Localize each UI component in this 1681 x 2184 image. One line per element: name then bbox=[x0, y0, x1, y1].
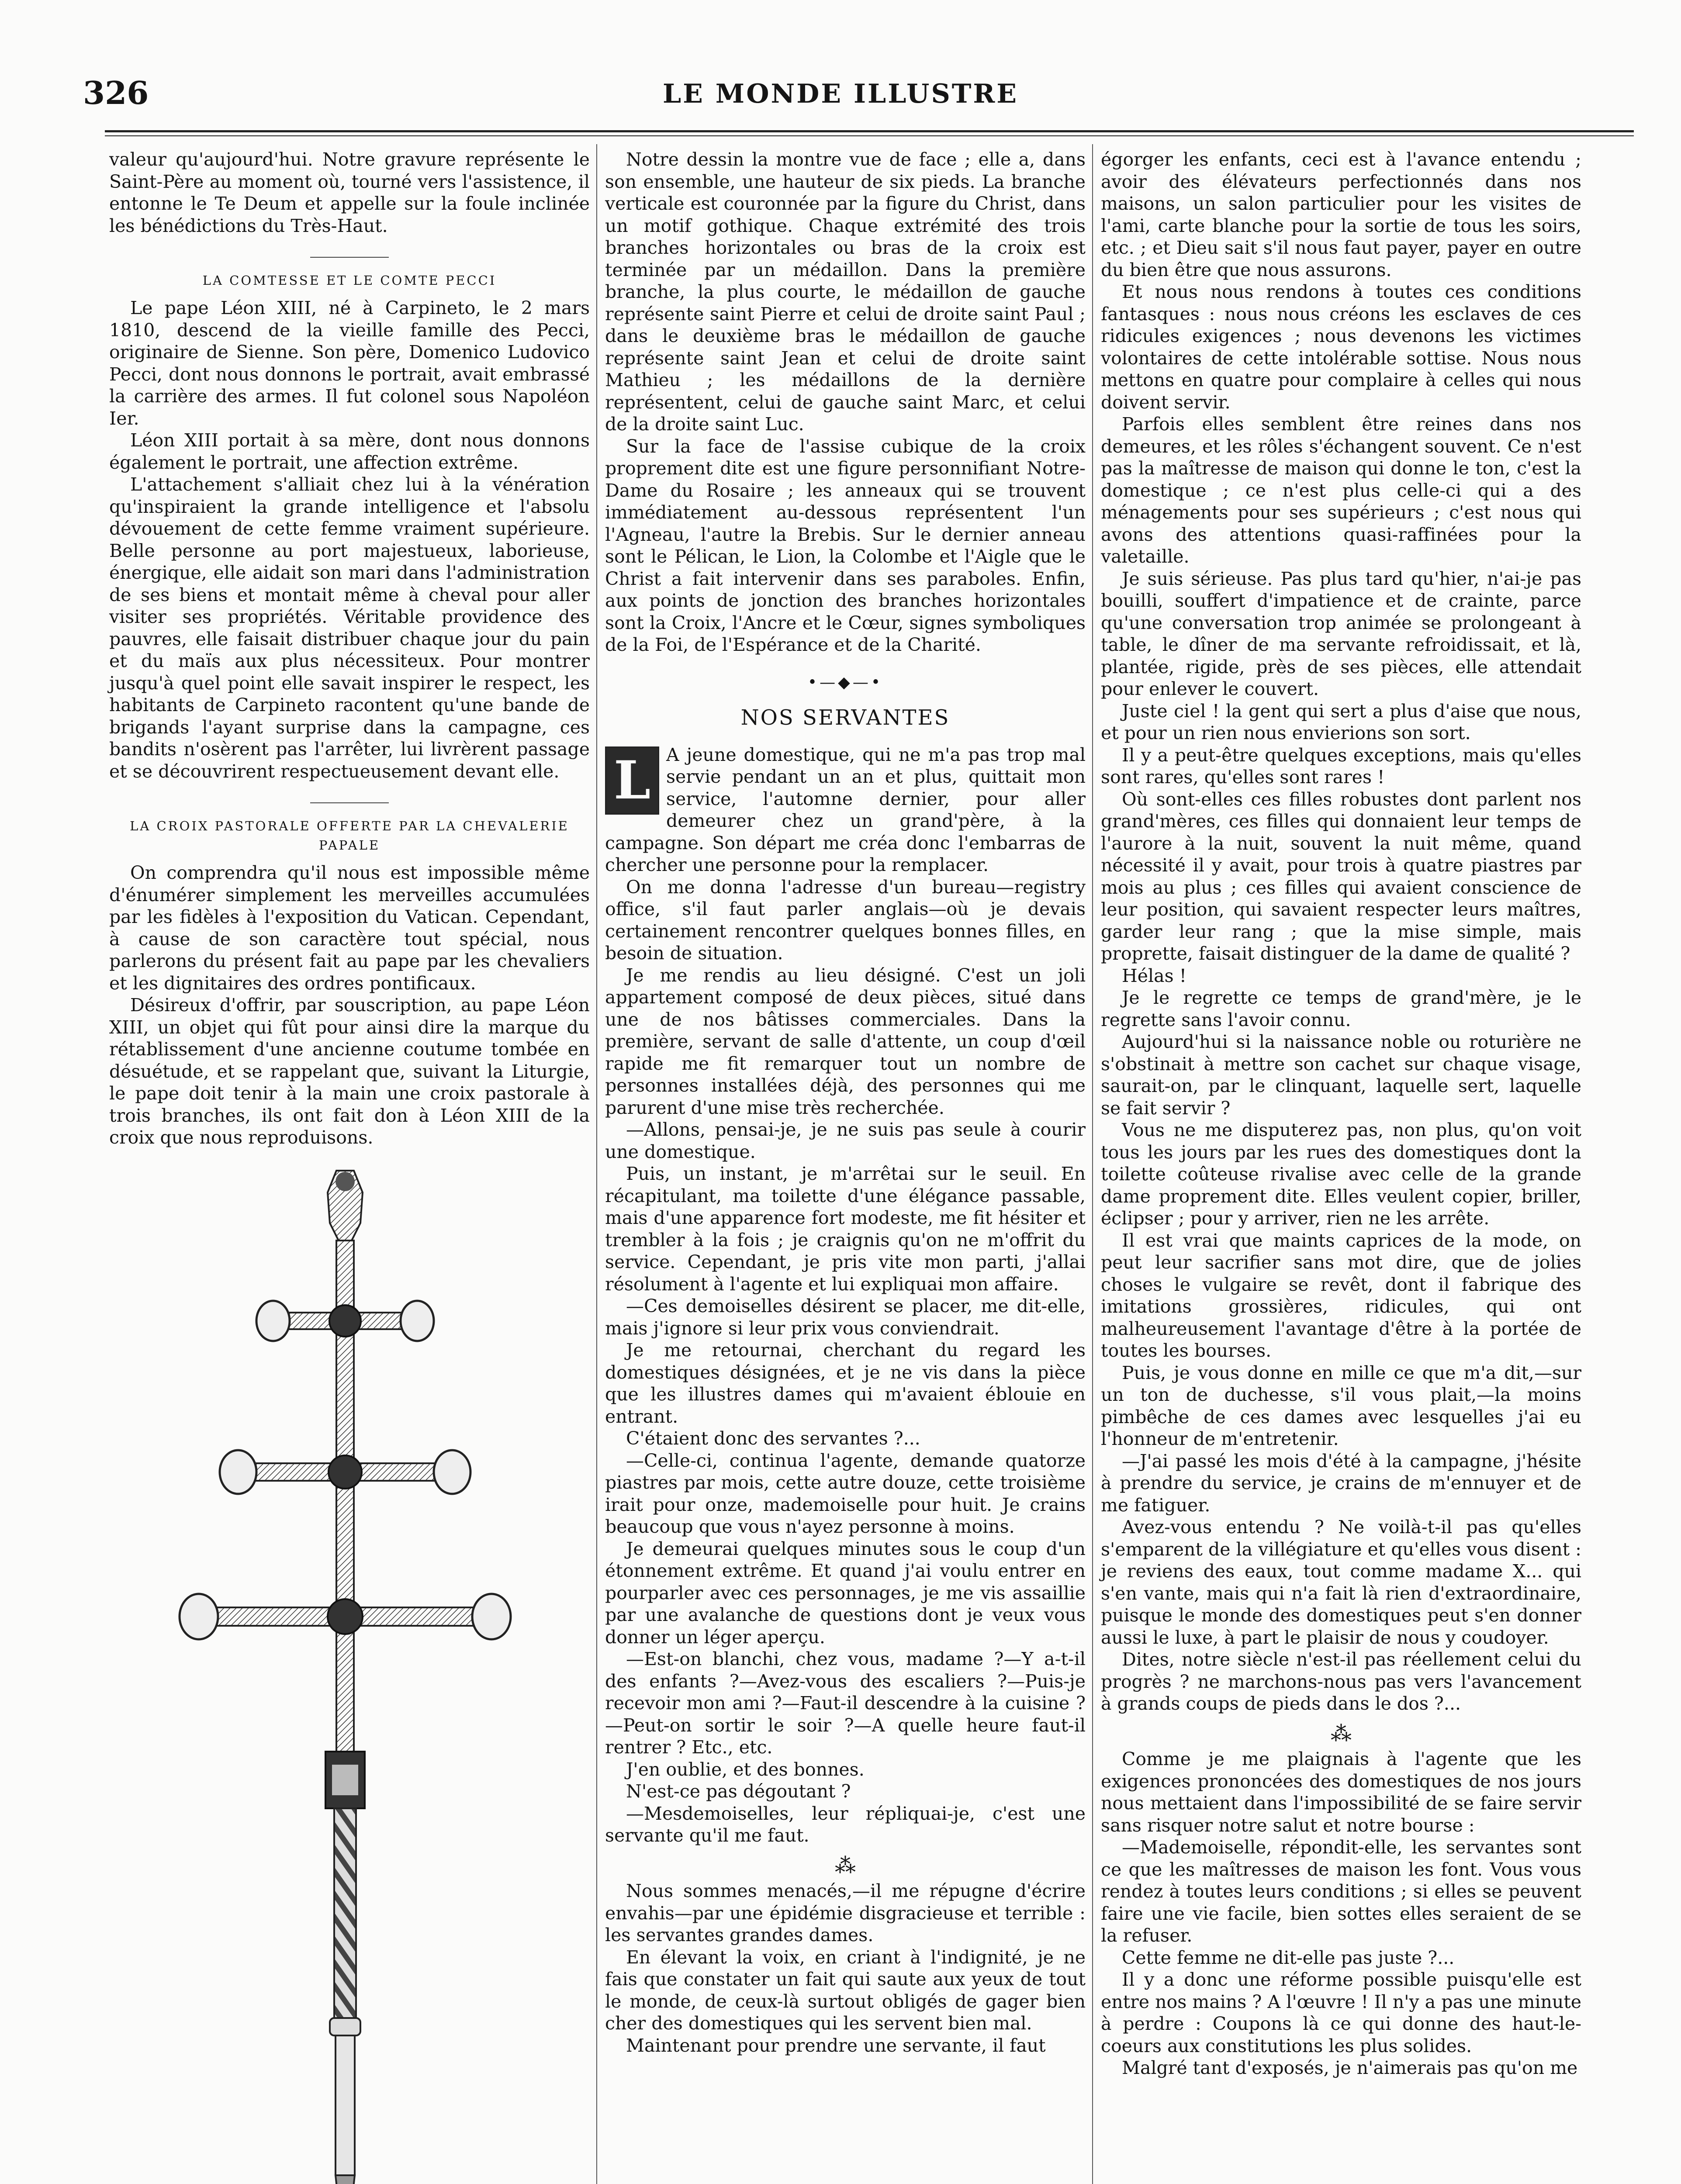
paragraph: J'en oublie, et des bonnes. bbox=[626, 1759, 865, 1780]
paragraph: Le pape Léon XIII, né à Carpineto, le 2 mars 1810, descend de la vieille famille des Pecci, originaire de Sienne. Son père, Domenico Ludovico Pecci, dont nous donnons le portrait, avait embrassé la carrière des armes. Il fut colonel sous Napoléon Ier. bbox=[109, 297, 590, 429]
staff-ring bbox=[330, 2018, 360, 2035]
column-2 bbox=[605, 149, 1086, 2056]
ornament-separator: •—◆—• bbox=[807, 673, 883, 691]
cross-arm-3 bbox=[180, 1594, 511, 1639]
page-header bbox=[0, 74, 1681, 127]
header-rule-thin bbox=[105, 135, 1634, 136]
lower-staff bbox=[336, 2035, 355, 2175]
paragraph: —Ces demoiselles désirent se placer, me dit-elle, mais j'ignore si leur prix vous conviendrait. bbox=[605, 1296, 1086, 1339]
paragraph: —Celle-ci, continua l'agente, demande quatorze piastres par mois, cette autre douze, cette troisième irait pour onze, mademoiselle pour huit. Je crains beaucoup que vous n'ayez personne à moins. bbox=[605, 1450, 1086, 1537]
section-heading-comtesse: LA COMTESSE ET LE COMTE PECCI bbox=[202, 273, 497, 288]
paragraph: Avez-vous entendu ? Ne voilà-t-il pas qu'elles s'emparent de la villégiature et qu'elles vous disent : je reviens des eaux, tout comme madame X... qui s'en vante, mais qui n'a fait là rien d'extraordinaire, puisque le monde des domestiques peut s'en donner aussi le luxe, à part le plaisir de nous y coudoyer. bbox=[1101, 1517, 1581, 1648]
paragraph: Il y a donc une réforme possible puisqu'elle est entre nos mains ? A l'œuvre ! Il n'y a pas une minute à perdre : Coupons là ce qui donne des haut-le-coeurs aux constitutions les plus solides. bbox=[1101, 1969, 1581, 2056]
paragraph: Il y a peut-être quelques exceptions, mais qu'elles sont rares, qu'elles sont rares ! bbox=[1101, 744, 1581, 788]
paragraph: —Mesdemoiselles, leur répliquai-je, c'est une servante qu'il me faut. bbox=[605, 1803, 1086, 1846]
christ-figure bbox=[328, 1171, 363, 1241]
paragraph: On comprendra qu'il nous est impossible même d'énumérer simplement les merveilles accumulées par les fidèles à l'exposition du Vatican. Cependant, à cause de son caractère tout spécial, nous parlerons du présent fait au pape par les chevaliers et les dignitaires des ordres pontificaux. bbox=[109, 862, 590, 994]
column-divider-1 bbox=[596, 144, 597, 2184]
paragraph: Malgré tant d'exposés, je n'aimerais pas qu'on me bbox=[1122, 2057, 1578, 2078]
asterism: ⁂ bbox=[1331, 1721, 1352, 1746]
paragraph: Cette femme ne dit-elle pas juste ?... bbox=[1122, 1947, 1455, 1968]
paragraph-dropcap bbox=[605, 744, 1086, 876]
pastoral-cross-engraving bbox=[109, 1166, 590, 2184]
paragraph: Je me rendis au lieu désigné. C'est un joli appartement composé de deux pièces, situé dans une de nos bâtisses commerciales. Dans la première, servant de salle d'attente, un coup d'œil rapide me fit remarquer tout un nombre de personnes installées déjà, des personnes qui me parurent d'une mise très recherchée. bbox=[605, 964, 1086, 1118]
paragraph: N'est-ce pas dégoutant ? bbox=[626, 1781, 851, 1802]
paragraph-text: A jeune domestique, qui ne m'a pas trop mal servie pendant un an et plus, quittait mon service, l'automne dernier, pour aller demeurer chez un grand'père, à la campagne. Son départ me créa donc l'embarras de chercher une personne pour la remplacer. bbox=[605, 744, 1086, 875]
drop-cap: L bbox=[605, 746, 659, 815]
paragraph: Vous ne me disputerez pas, non plus, qu'on voit tous les jours par les rues des domestiques dont la toilette coûteuse rivalise avec celle de la grande dame proprement dite. Elles veulent copier, briller, éclipser ; pour y arriver, rien ne les arrête. bbox=[1101, 1120, 1581, 1229]
page-number: 326 bbox=[83, 74, 149, 111]
paragraph: Et nous nous rendons à toutes ces conditions fantasques : nous nous créons les esclaves de ces ridicules exigences ; nous devenons les victimes volontaires de cette intolérable sottise. Nous nous mettons en quatre pour complaire à celles qui nous doivent servir. bbox=[1101, 281, 1581, 413]
paragraph: Maintenant pour prendre une servante, il faut bbox=[626, 2035, 1046, 2056]
paragraph: Je le regrette ce temps de grand'mère, je le regrette sans l'avoir connu. bbox=[1101, 987, 1581, 1030]
paragraph: Où sont-elles ces filles robustes dont parlent nos grand'mères, ces filles qui donnaient leur temps de l'aurore à la nuit, souvent la nuit même, quand nécessité il y avait, pour trois à quatre piastres par mois au plus ; ces filles qui avaient conscience de leur position, qui savaient respecter leurs maîtres, garder leur rang ; que la mise simple, mais proprette, faisait distinguer de la dame de qualité ? bbox=[1101, 788, 1581, 964]
paragraph: Comme je me plaignais à l'agente que les exigences prononcées des domestiques de nos jours nous mettaient dans l'impossibilité de se faire servir sans risquer notre salut et notre bourse : bbox=[1101, 1749, 1581, 1836]
section-heading-croix: LA CROIX PASTORALE OFFERTE PAR LA CHEVALERIE PAPALE bbox=[130, 819, 569, 853]
twisted-staff bbox=[334, 1808, 356, 2018]
paragraph: Sur la face de l'assise cubique de la croix proprement dite est une figure personnifiant Notre-Dame du Rosaire ; les anneaux qui se trouvent immédiatement au-dessous représentent l'un l'Agneau, l'autre la Brebis. Sur le dernier anneau sont le Pélican, le Lion, la Colombe et l'Aigle que le Christ a fait intervenir dans ses paraboles. Enfin, aux points de jonction des branches horizontales sont la Croix, l'Ancre et le Cœur, signes symboliques de la Foi, de l'Espérance et de la Charité. bbox=[605, 435, 1086, 655]
column-1 bbox=[109, 149, 590, 2184]
paragraph: Je demeurai quelques minutes sous le coup d'un étonnement extrême. Et quand j'ai voulu entrer en pourparler avec ces personnages, je me vis assaillie par une avalanche de questions dont je veux vous donner un léger aperçu. bbox=[605, 1538, 1086, 1648]
paragraph: Je suis sérieuse. Pas plus tard qu'hier, n'ai-je pas bouilli, souffert d'impatience et de crainte, parce qu'une conversation trop animée se prolongeant à table, le dîner de ma servante refroidissait, et là, plantée, rigide, près de ses pièces, elle attendait pour enlever le couvert. bbox=[1101, 568, 1581, 699]
cross-arm-1 bbox=[256, 1301, 434, 1341]
paragraph: Hélas ! bbox=[1122, 965, 1187, 986]
paragraph: Il est vrai que maints caprices de la mode, on peut leur sacrifier sans mot dire, que de jolies choses le vulgaire se revêt, dont il fabrique des imitations grossières, ridicules, qui ont malheureusement l'avantage d'être à la portée de toutes les bourses. bbox=[1101, 1230, 1581, 1361]
paragraph: —Mademoiselle, répondit-elle, les servantes sont ce que les maîtresses de maison les font. Vous vous rendez à toutes leurs conditions ; si elles se peuvent faire une vie facile, bien sottes elles seraient de se la refuser. bbox=[1101, 1837, 1581, 1946]
paragraph: Léon XIII portait à sa mère, dont nous donnons également le portrait, une affection extrême. bbox=[109, 430, 590, 473]
paragraph: —Est-on blanchi, chez vous, madame ?—Y a-t-il des enfants ?—Avez-vous des escaliers ?—Puis-je recevoir mon ami ?—Faut-il descendre à la cuisine ?—Peut-on sortir le soir ?—A quelle heure faut-il rentrer ? Etc., etc. bbox=[605, 1648, 1086, 1758]
journal-title: LE MONDE ILLUSTRE bbox=[662, 79, 1019, 109]
paragraph: égorger les enfants, ceci est à l'avance entendu ; avoir des élévateurs perfectionnés dans nos maisons, un salon particulier pour les visites de l'ami, carte blanche pour la sortie de tous les soirs, etc. ; et Dieu sait s'il nous faut payer, payer en outre du bien être que nous assurons. bbox=[1101, 149, 1581, 280]
rosary-figure bbox=[332, 1765, 358, 1795]
paragraph: On me donna l'adresse d'un bureau—registry office, s'il faut parler anglais—où je devais certainement rencontrer quelques bonnes filles, en besoin de situation. bbox=[605, 876, 1086, 964]
paragraph: Puis, un instant, je m'arrêtai sur le seuil. En récapitulant, ma toilette d'une élégance passable, mais d'une apparence fort modeste, me fit hésiter et trembler à la fois ; je craignis qu'on ne m'offrit du service. Cependant, je pris vite mon parti, j'allai résolument à l'agente et lui expliquai mon affaire. bbox=[605, 1163, 1086, 1295]
paragraph: L'attachement s'alliait chez lui à la vénération qu'inspiraient la grande intelligence et l'absolu dévouement de cette femme vraiment supérieure. Belle personne au port majestueux, laborieuse, énergique, elle aidait son mari dans l'administration de ses biens et montait même à cheval pour aller visiter ses propriétés. Véritable providence des pauvres, elle faisait distribuer chaque jour du pain et du maïs aux plus nécessiteux. Pour montrer jusqu'à quel point elle savait inspirer le respect, les habitants de Carpineto racontent qu'une bande de brigands l'ayant surprise dans la campagne, ces bandits n'osèrent pas l'arrêter, lui livrèrent passage et se découvrirent respectueusement devant elle. bbox=[109, 474, 590, 782]
staff-point bbox=[336, 2175, 355, 2184]
paragraph: Désireux d'offrir, par souscription, au pape Léon XIII, un objet qui fût pour ainsi dire la marque du rétablissement d'une ancienne coutume tombée en désuétude, et se rappelant que, suivant la Liturgie, le pape doit tenir à la main une croix pastorale à trois branches, ils ont fait don à Léon XIII de la croix que nous reproduisons. bbox=[109, 995, 590, 1148]
paragraph: Aujourd'hui si la naissance noble ou roturière ne s'obstinait à mettre son cachet sur chaque visage, saurait-on, par le clinquant, laquelle sert, laquelle se fait servir ? bbox=[1101, 1031, 1581, 1119]
paragraph: Juste ciel ! la gent qui sert a plus d'aise que nous, et pour un rien nous envierions son sort. bbox=[1101, 700, 1581, 743]
paragraph: Puis, je vous donne en mille ce que m'a dit,—sur un ton de duchesse, s'il vous plait,—la moins pimbêche de ces dames avec lesquelles j'ai eu l'honneur de m'entretenir. bbox=[1101, 1362, 1581, 1449]
header-rule-thick bbox=[105, 130, 1634, 132]
column-divider-2 bbox=[1092, 144, 1093, 2184]
column-3 bbox=[1101, 149, 1581, 2079]
paragraph: C'étaient donc des servantes ?... bbox=[626, 1428, 920, 1449]
section-divider bbox=[310, 802, 389, 803]
paragraph: Dites, notre siècle n'est-il pas réellement celui du progrès ? ne marchons-nous pas vers l'avancement à grands coups de pieds dans le dos ?... bbox=[1101, 1649, 1581, 1714]
cross-illustration bbox=[109, 1166, 590, 2184]
paragraph: Je me retournai, cherchant du regard les domestiques désignées, et je ne vis dans la pièce que les illustres dames qui m'avaient éblouie en entrant. bbox=[605, 1340, 1086, 1427]
paragraph: Nous sommes menacés,—il me répugne d'écrire envahis—par une épidémie disgracieuse et terrible : les servantes grandes dames. bbox=[605, 1880, 1086, 1946]
paragraph: Notre dessin la montre vue de face ; elle a, dans son ensemble, une hauteur de six pieds. La branche verticale est couronnée par la figure du Christ, dans un motif gothique. Chaque extrémité des trois branches horizontales ou bras de la croix est terminée par un médaillon. Dans la première branche, la plus courte, le médaillon de gauche représente saint Pierre et celui de droite saint Paul ; dans le deuxième bras le médaillon de gauche représente saint Jean et celui de droite saint Mathieu ; les médaillons de la dernière représentent, celui de gauche saint Marc, et celui de la droite saint Luc. bbox=[605, 149, 1086, 435]
section-divider bbox=[310, 257, 389, 258]
paragraph: valeur qu'aujourd'hui. Notre gravure représente le Saint-Père au moment où, tourné vers l'assistence, il entonne le Te Deum et appelle sur la foule inclinée les bénédictions du Très-Haut. bbox=[109, 149, 590, 236]
paragraph: Parfois elles semblent être reines dans nos demeures, et les rôles s'échangent souvent. Ce n'est pas la maîtresse de maison qui donne le ton, c'est la domestique ; ce n'est plus celle-ci qui a des ménagements pour ses supérieurs ; c'est nous qui avons des attentions quasi-raffinées pour la valetaille. bbox=[1101, 414, 1581, 567]
paragraph: —J'ai passé les mois d'été à la campagne, j'hésite à prendre du service, je crains de m'ennuyer et de me fatiguer. bbox=[1101, 1450, 1581, 1516]
cross-arm-2 bbox=[220, 1450, 470, 1494]
paragraph: —Allons, pensai-je, je ne suis pas seule à courir une domestique. bbox=[605, 1119, 1086, 1162]
article-title: NOS SERVANTES bbox=[740, 705, 950, 730]
asterism: ⁂ bbox=[835, 1853, 856, 1878]
paragraph: En élevant la voix, en criant à l'indignité, je ne fais que constater un fait qui saute aux yeux de tout le monde, de ceux-là surtout obligés de gager bien cher des domestiques qui les servent bien mal. bbox=[605, 1946, 1086, 2034]
